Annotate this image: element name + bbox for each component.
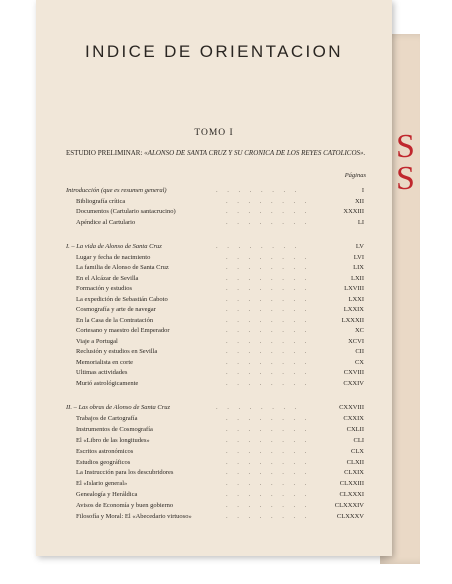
book-page [36,0,392,556]
toc-entry [36,274,392,283]
toc-leader-dots: . . . . . . . . [226,337,311,345]
toc-leader-dots: . . . . . . . . [226,425,311,433]
section-heading-title: «ALONSO DE SANTA CRUZ Y SU CRONICA DE LOS REYES CATOLICOS». [144,149,366,157]
toc-entry-page: LXVIII [344,285,364,292]
pages-column-label: Páginas [344,172,366,179]
toc-entry [36,305,392,314]
toc-entry-page: XCVI [348,337,364,345]
toc-leader-dots: . . . . . . . . [226,295,311,303]
toc-entry-label: I. – La vida de Alonso de Santa Cruz [66,243,162,250]
red-title-letter: S [396,128,415,165]
toc-leader-dots: . . . . . . . . [226,447,311,455]
toc-entry-label: La expedición de Sebastián Caboto [76,295,168,303]
toc-leader-dots: . . . . . . . . [216,187,301,194]
toc-entry-label: Estudios geográficos [76,458,131,466]
toc-entry-label: Documentos (Cartulario santacrucino) [76,208,176,215]
toc-entry-label: Instrumentos de Cosmografía [76,425,153,433]
toc-entry [36,326,392,335]
toc-entry-page: LXXI [348,295,364,303]
toc-entry-page: CLXXXV [336,513,364,520]
toc-entry [36,436,392,445]
toc-entry-label: Avisos de Economía y buen gobierno [76,502,174,510]
toc-leader-dots: . . . . . . . . [226,513,311,520]
toc-leader-dots: . . . . . . . . [226,264,311,271]
toc-entry-page: LIX [353,264,364,271]
toc-entry [36,490,392,499]
toc-entry-page: XXXIII [343,208,364,215]
toc-entry-page: CLXXXIV [334,502,364,510]
toc-entry-page: CLXXIII [339,480,364,488]
toc-entry [36,425,392,434]
toc-leader-dots: . . . . . . . . [226,491,311,499]
toc-entry-label: Lugar y fecha de nacimiento [76,253,151,261]
toc-entry-page: CLX [351,447,364,455]
toc-leader-dots: . . . . . . . . [226,414,311,422]
toc-entry [36,368,392,377]
toc-entry-page: I [361,187,364,194]
toc-entry-page: CLI [353,436,364,444]
toc-entry-page: LV [355,243,364,250]
toc-entry-label: La familia de Alonso de Santa Cruz [76,264,169,271]
toc-entry [36,284,392,293]
toc-entry [36,458,392,467]
toc-entry-page: LI [357,218,364,226]
toc-entry-page: CXVIII [343,369,364,376]
toc-entry-label: La Instrucción para los descubridores [76,469,174,477]
toc-leader-dots: . . . . . . . . [226,458,311,466]
toc-leader-dots: . . . . . . . . [216,243,301,250]
toc-entry-page: LXXXII [341,316,364,324]
toc-entry [36,337,392,346]
toc-entry [36,479,392,488]
toc-leader-dots: . . . . . . . . [226,197,311,205]
toc-leader-dots: . . . . . . . . [226,502,311,510]
toc-entry-page: CII [355,348,364,355]
toc-entry-page: LVI [353,253,364,261]
section-heading [66,148,366,158]
toc-entry [36,242,392,251]
toc-entry [36,186,392,195]
toc-entry-label: Murió astrológicamente [76,379,139,387]
toc-entry [36,512,392,521]
toc-leader-dots: . . . . . . . . [226,253,311,261]
toc-entry [36,253,392,262]
toc-leader-dots: . . . . . . . . [226,469,311,477]
toc-entry-page: CXXIV [343,379,364,387]
toc-entry-label: Trabajos de Cartografía [76,414,138,422]
toc-entry-page: CXLII [346,425,364,433]
toc-leader-dots: . . . . . . . . [226,208,311,215]
toc-entry-page: CLXXXI [339,491,364,499]
toc-entry [36,295,392,304]
toc-entry [36,468,392,477]
toc-leader-dots: . . . . . . . . [226,285,311,292]
toc-entry-label: El «Libro de las longitudes» [76,436,150,444]
toc-entry-page: XC [354,327,364,334]
toc-entry-page: LXII [351,274,364,282]
toc-leader-dots: . . . . . . . . [226,436,311,444]
toc-entry-label: Reclusión y estudios en Sevilla [76,348,158,355]
volume-heading: TOMO I [194,128,234,138]
toc-entry [36,347,392,356]
toc-entry-label: Genealogía y Heráldica [76,491,138,499]
toc-entry-label: Filosofía y Moral: El «Abecedario virtuoso» [76,513,192,520]
toc-entry-label: Bibliografía crítica [76,197,126,205]
toc-entry-page: CXXIX [343,414,364,422]
toc-entry [36,414,392,423]
toc-entry-label: El «Islario general» [76,480,128,488]
toc-leader-dots: . . . . . . . . [226,218,311,226]
toc-entry-page: CLXII [346,458,364,466]
toc-entry [36,197,392,206]
toc-leader-dots: . . . . . . . . [226,348,311,355]
toc-entry-label: Memorialista en corte [76,358,134,366]
toc-entry-page: CLXIX [344,469,364,477]
toc-entry-page: XII [354,197,364,205]
toc-leader-dots: . . . . . . . . [226,274,311,282]
toc-entry [36,501,392,510]
toc-leader-dots: . . . . . . . . [216,404,301,411]
toc-leader-dots: . . . . . . . . [226,327,311,334]
toc-leader-dots: . . . . . . . . [226,480,311,488]
toc-leader-dots: . . . . . . . . [226,379,311,387]
toc-entry-label: Cosmografía y arte de navegar [76,306,156,313]
toc-entry-label: Introducción (que es resumen general) [66,187,167,194]
toc-entry [36,379,392,388]
toc-leader-dots: . . . . . . . . [226,358,311,366]
section-heading-prefix: ESTUDIO PRELIMINAR: [66,149,145,157]
toc-leader-dots: . . . . . . . . [226,306,311,313]
toc-entry-page: CX [354,358,364,366]
toc-entry-page: CXXVIII [339,404,364,411]
toc-leader-dots: . . . . . . . . [226,316,311,324]
toc-entry [36,263,392,272]
toc-entry-page: LXXIX [343,306,364,313]
toc-entry-label: Formación y estudios [76,285,132,292]
page-title: INDICE DE ORIENTACION [85,42,343,61]
toc-entry [36,447,392,456]
toc-entry [36,207,392,216]
toc-entry [36,316,392,325]
toc-entry-label: Apéndice al Cartulario [76,218,136,226]
toc-entry-label: II. – Las obras de Alonso de Santa Cruz [66,404,171,411]
toc-entry-label: En la Casa de la Contratación [76,316,154,324]
red-title-letter: S [396,160,415,197]
toc-entry-label: Ultimas actividades [76,369,128,376]
toc-entry-label: Viaje a Portugal [76,337,118,345]
toc-entry [36,403,392,412]
toc-leader-dots: . . . . . . . . [226,369,311,376]
toc-entry-label: Escritos astronómicos [76,447,134,455]
toc-entry-label: Cortesano y maestro del Emperador [76,327,170,334]
toc-entry [36,358,392,367]
toc-entry-label: En el Alcázar de Sevilla [76,274,139,282]
toc-entry [36,218,392,227]
